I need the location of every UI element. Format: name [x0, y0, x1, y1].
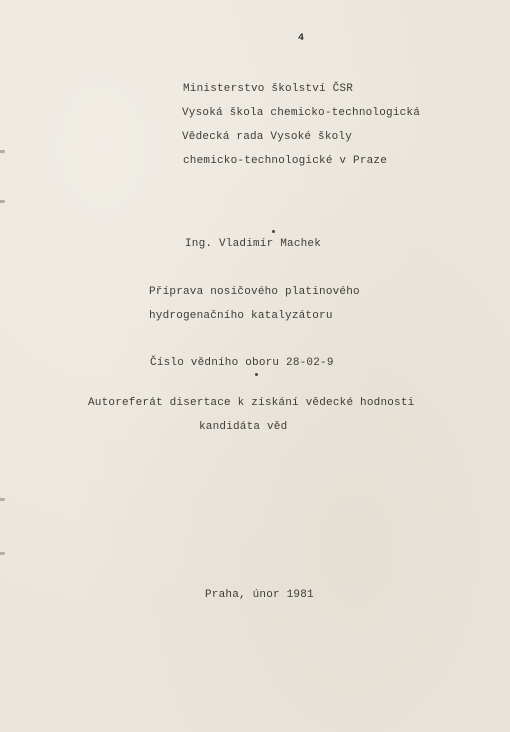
abstract-label-line-2: kandidáta věd [199, 421, 288, 433]
punch-hole [0, 200, 5, 203]
punch-hole [0, 150, 5, 153]
place-and-date: Praha, únor 1981 [205, 589, 314, 601]
page-number: 4 [298, 33, 305, 44]
abstract-label-line-1: Autoreferát disertace k získání vědecké hodnosti [88, 397, 415, 409]
author-name: Ing. Vladimír Machek [185, 238, 322, 250]
thesis-title-line-1: Příprava nosičového platinového [149, 286, 360, 298]
header-university-location: chemicko-technologické v Praze [183, 155, 388, 167]
typewriter-dot [255, 373, 258, 376]
header-scientific-board: Vědecká rada Vysoké školy [182, 131, 353, 143]
field-number: Číslo vědního oboru 28-02-9 [150, 357, 334, 369]
thesis-title-line-2: hydrogenačního katalyzátoru [149, 310, 333, 322]
header-ministry: Ministerstvo školství ČSR [183, 83, 354, 95]
punch-hole [0, 552, 5, 555]
header-university: Vysoká škola chemicko-technologická [182, 107, 421, 119]
punch-hole [0, 498, 5, 501]
typewriter-dot [272, 230, 275, 233]
